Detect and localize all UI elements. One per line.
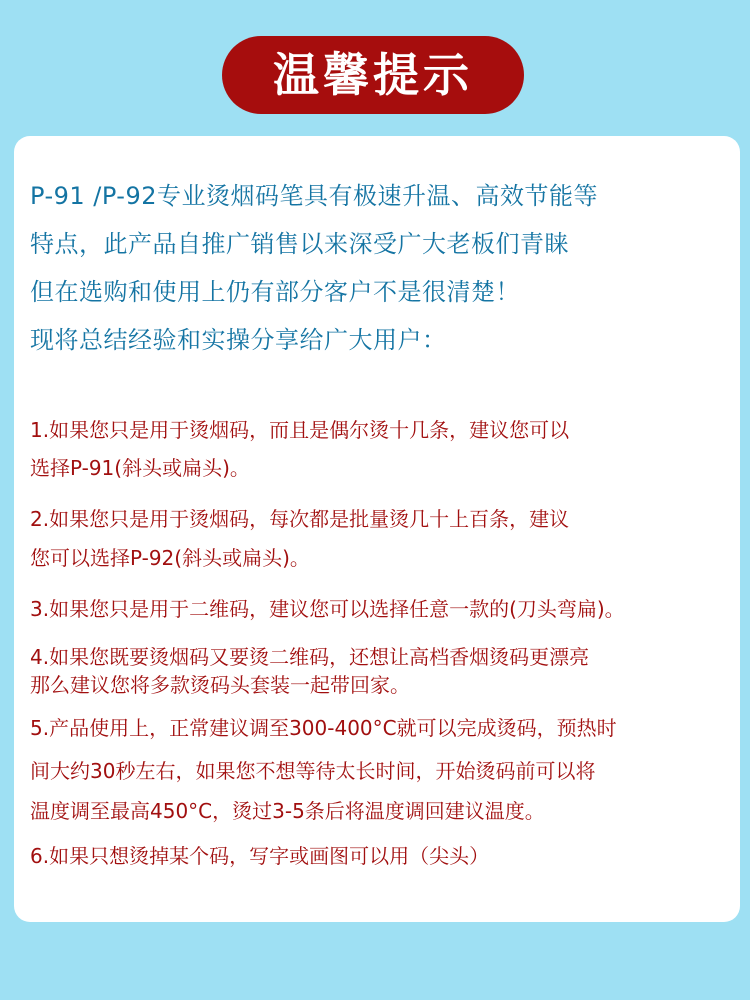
tip-5-line-1: 5.产品使用上，正常建议调至300-400°C就可以完成烫码，预热时: [30, 716, 617, 740]
tip-2-line-2: 您可以选择P-92(斜头或扁头)。: [30, 546, 310, 570]
tip-1-line-1: 1.如果您只是用于烫烟码，而且是偶尔烫十几条，建议您可以: [30, 418, 570, 442]
page-title: 温馨提示: [273, 48, 473, 102]
tip-1-line-2: 选择P-91(斜头或扁头)。: [30, 456, 250, 480]
tip-5-line-2: 间大约30秒左右，如果您不想等待太长时间，开始烫码前可以将: [30, 759, 596, 783]
intro-line: 但在选购和使用上仍有部分客户不是很清楚！: [30, 278, 520, 306]
tip-3-line-1: 3.如果您只是用于二维码，建议您可以选择任意一款的(刀头弯扁)。: [30, 597, 625, 621]
title-banner: [222, 36, 524, 114]
intro-paragraph: [30, 172, 730, 364]
tip-5-line-3: 温度调至最高450°C，烫过3-5条后将温度调回建议温度。: [30, 799, 545, 823]
intro-line: 现将总结经验和实操分享给广大用户：: [30, 326, 447, 354]
tip-6-line-1: 6.如果只想烫掉某个码，写字或画图可以用（尖头）: [30, 844, 490, 868]
tip-4-line-2: 那么建议您将多款烫码头套装一起带回家。: [30, 673, 410, 697]
tip-2-line-1: 2.如果您只是用于烫烟码，每次都是批量烫几十上百条，建议: [30, 507, 570, 531]
intro-line: 特点，此产品自推广销售以来深受广大老板们青睐: [30, 230, 569, 258]
tip-4-line-1: 4.如果您既要烫烟码又要烫二维码，还想让高档香烟烫码更漂亮: [30, 645, 590, 669]
content-card: [14, 136, 740, 922]
intro-line: P-91 /P-92专业烫烟码笔具有极速升温、高效节能等: [30, 182, 599, 210]
